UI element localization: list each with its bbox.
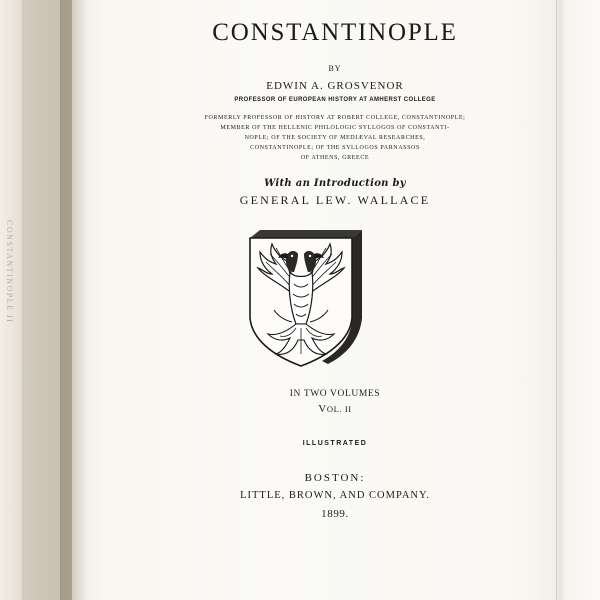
introduction-line: With an Introduction by <box>264 178 406 189</box>
gutter-shadow <box>60 0 88 600</box>
credentials-line: MEMBER OF THE HELLENIC PHILOLOGIC SYLLOGOS OF CONSTANTI- <box>220 125 450 131</box>
illustrated-label: ILLUSTRATED <box>302 440 368 447</box>
credentials-line: FORMERLY PROFESSOR OF HISTORY AT ROBERT COLLEGE, CONSTANTINOPLE; <box>204 115 466 121</box>
author-name: EDWIN A. GROSVENOR <box>266 80 404 92</box>
author-credentials <box>150 113 520 163</box>
by-label: BY <box>328 64 342 73</box>
author-position: PROFESSOR OF EUROPEAN HISTORY AT AMHERST COLLEGE <box>234 97 436 103</box>
leaf-edge-line <box>556 0 557 600</box>
volume-prefix: V <box>318 403 327 415</box>
volume-number <box>150 403 520 415</box>
credentials-line: OF ATHENS, GREECE <box>300 155 370 161</box>
double-headed-eagle-shield-icon <box>236 228 364 368</box>
credentials-line: NOPLE; OF THE SOCIETY OF MEDIÆVAL RESEARCHES, <box>244 135 426 141</box>
volume-rest: OL. II <box>326 404 352 414</box>
publication-city: BOSTON: <box>304 472 366 484</box>
book-title: CONSTANTINOPLE <box>212 19 458 46</box>
publication-year: 1899. <box>321 508 349 520</box>
publisher-name: LITTLE, BROWN, AND COMPANY. <box>240 490 430 501</box>
offset-spine-text: CONSTANTINOPLE II <box>5 220 14 324</box>
next-leaf-edge <box>555 0 600 600</box>
credentials-line: CONSTANTINOPLE; OF THE SYLLOGOS PARNASSOS <box>250 145 420 151</box>
introducer-name: GENERAL LEW. WALLACE <box>239 193 431 207</box>
volumes-note: IN TWO VOLUMES <box>289 389 381 399</box>
